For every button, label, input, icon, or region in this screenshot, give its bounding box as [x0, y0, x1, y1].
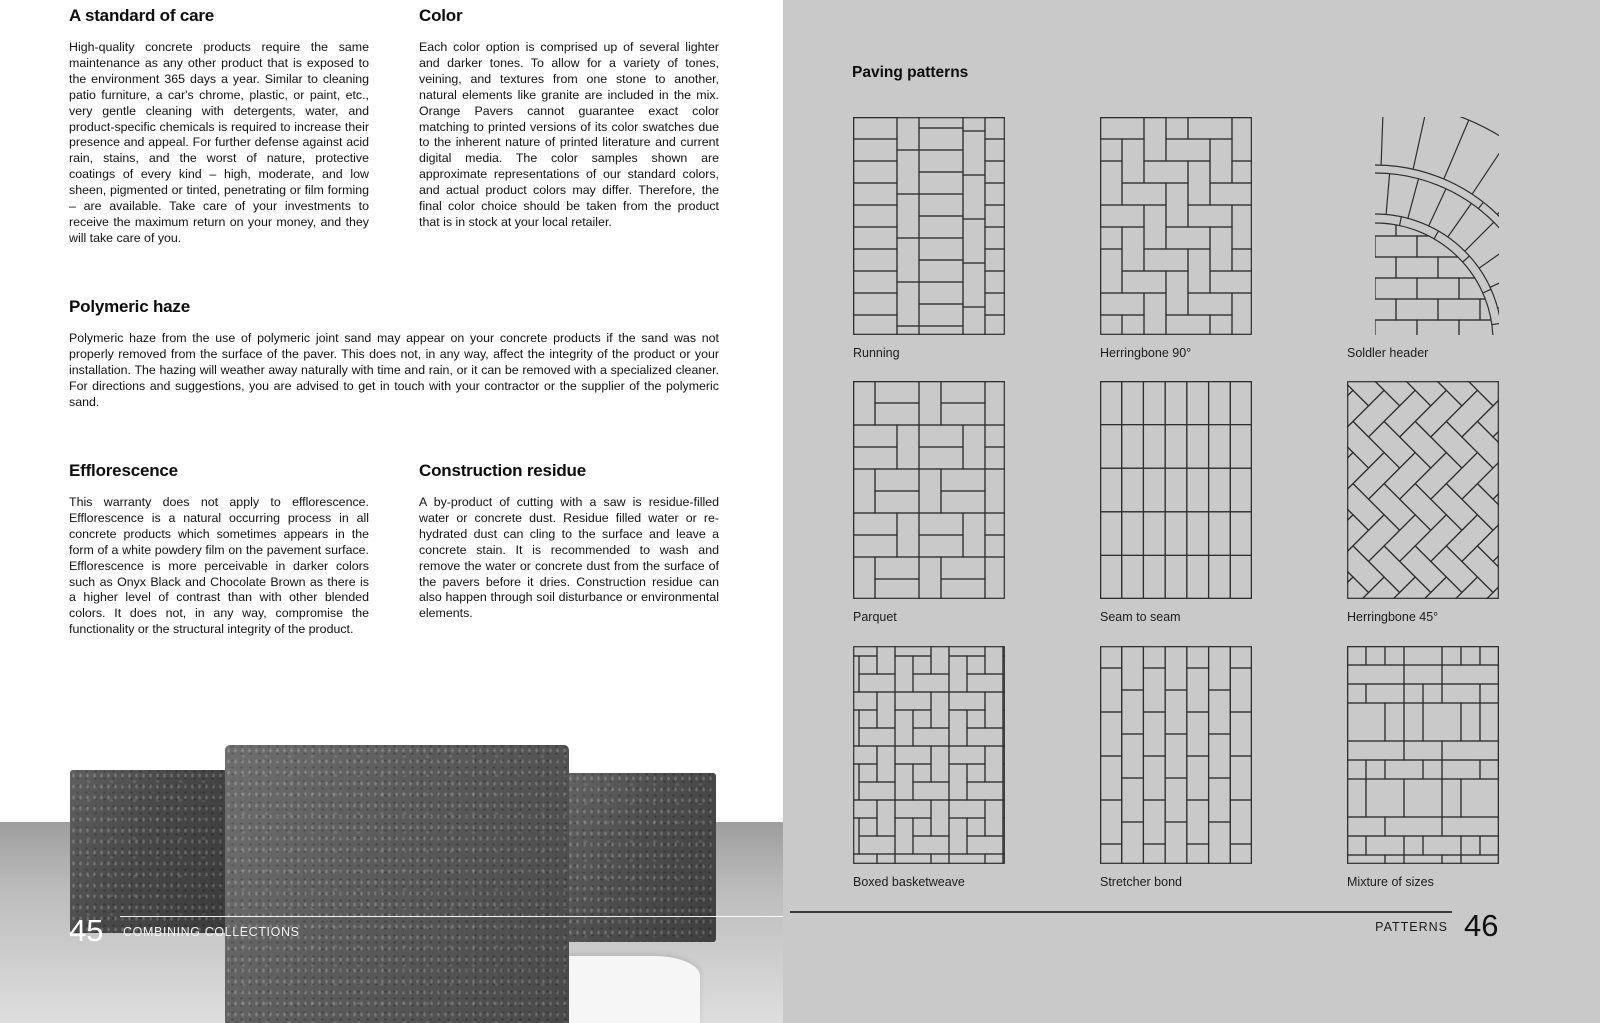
paver-slab-center — [225, 745, 569, 1023]
pattern-herringbone90-diagram — [1100, 117, 1252, 335]
pattern-basketweave — [853, 646, 1005, 889]
pattern-stretcher-diagram — [1100, 646, 1252, 864]
pattern-basketweave-diagram — [853, 646, 1005, 864]
pattern-mixture — [1347, 646, 1499, 889]
pattern-soldier-diagram — [1347, 117, 1499, 335]
pattern-mixture-diagram — [1347, 646, 1499, 864]
pattern-herringbone45 — [1347, 381, 1499, 624]
pattern-running — [853, 117, 1005, 360]
section-title-care: A standard of care — [69, 6, 215, 25]
pattern-herringbone90 — [1100, 117, 1252, 360]
section-title-residue: Construction residue — [419, 461, 586, 480]
pattern-label-parquet: Parquet — [853, 610, 897, 624]
pattern-label-basketweave: Boxed basketweave — [853, 875, 965, 889]
section-body-haze: Polymeric haze from the use of polymeric joint sand may appear on your concrete products if the sand was not properly removed from the surface of the paver. This does not, in any way, affect the integrity of the product or your installation. The hazing will weather away naturally with time and rain, or it can be removed with a specialized cleaner. For directions and suggestions, you are advised to get in touch with your contractor or the supplier of the polymeric sand. — [69, 331, 719, 409]
page-number-left: 45 — [69, 913, 104, 948]
pattern-soldier — [1347, 117, 1499, 360]
pattern-seam — [1100, 381, 1252, 624]
paver-slab-left — [70, 770, 227, 933]
pattern-label-herringbone45: Herringbone 45° — [1347, 610, 1439, 624]
pattern-parquet — [853, 381, 1005, 624]
footer-divider-right — [790, 911, 1452, 913]
section-body-color: Each color option is comprised up of several lighter and darker tones. To allow for a variety of tones, veining, and textures from one stone to another, natural elements like granite are included in the mix. Orange Pavers cannot guarantee exact color matching to printed versions of its color swatches due to the inherent nature of printed literature and current digital media. The color samples shown are approximate representations of our standard colors, and actual product colors may differ. Therefore, the final color choice should be taken from the product that is in stock at your local retailer. — [419, 40, 719, 229]
patterns-grid — [783, 0, 1600, 1023]
pattern-running-diagram — [853, 117, 1005, 335]
section-body-efflorescence: This warranty does not apply to efflorescence. Efflorescence is a natural occurring process in all concrete products which sometimes appears in the form of a white powdery film on the pavement surface. Efflorescence is more perceivable in darker colors such as Onyx Black and Chocolate Brown as there is a higher level of contrast than with other blended colors. It does not, in any way, compromise the functionality or the structural integrity of the product. — [69, 495, 369, 637]
paver-product-photo — [0, 740, 783, 1023]
pattern-label-herringbone90: Herringbone 90° — [1100, 346, 1192, 360]
section-title-efflorescence: Efflorescence — [69, 461, 178, 480]
pattern-label-stretcher: Stretcher bond — [1100, 875, 1182, 889]
footer-label-left: COMBINING COLLECTIONS — [123, 925, 300, 939]
page-left — [0, 0, 783, 1023]
page-right — [783, 0, 1600, 1023]
pattern-parquet-diagram — [853, 381, 1005, 599]
section-title-color: Color — [419, 6, 463, 25]
pattern-label-mixture: Mixture of sizes — [1347, 875, 1434, 889]
paving-patterns-title: Paving patterns — [852, 64, 969, 81]
pattern-stretcher — [1100, 646, 1252, 889]
page-number-right: 46 — [1464, 908, 1499, 943]
pattern-label-seam: Seam to seam — [1100, 610, 1181, 624]
section-body-care: High-quality concrete products require the same maintenance as any other product that is exposed to the environment 365 days a year. Similar to cleaning patio furniture, a car's chrome, plastic, or paint, etc., very gentle cleaning with detergents, water, and product-specific chemicals is required to increase their presence and appeal. For further defense against acid rain, stains, and the worst of nature, protective coatings of every kind – high, moderate, and low sheen, pigmented or tinted, penetrating or film forming – are available. Take care of your investments to receive the maximum return on your money, and they will take care of you. — [69, 40, 369, 245]
footer-divider-left — [120, 916, 783, 917]
pattern-label-soldier: Soldler header — [1347, 346, 1429, 360]
pattern-label-running: Running — [853, 346, 900, 360]
section-title-haze: Polymeric haze — [69, 297, 190, 316]
footer-label-right: PATTERNS — [1375, 920, 1448, 934]
pattern-seam-diagram — [1100, 381, 1252, 599]
pattern-herringbone45-diagram — [1347, 381, 1499, 599]
section-body-residue: A by-product of cutting with a saw is residue-filled water or concrete dust. Residue filled water or re-hydrated dust can cling to the surface and leave a concrete stain. It is recommended to wash and remove the water or concrete dust from the surface of the pavers before it dries. Construction residue can also happen through soil disturbance or environmental elements. — [419, 495, 719, 621]
